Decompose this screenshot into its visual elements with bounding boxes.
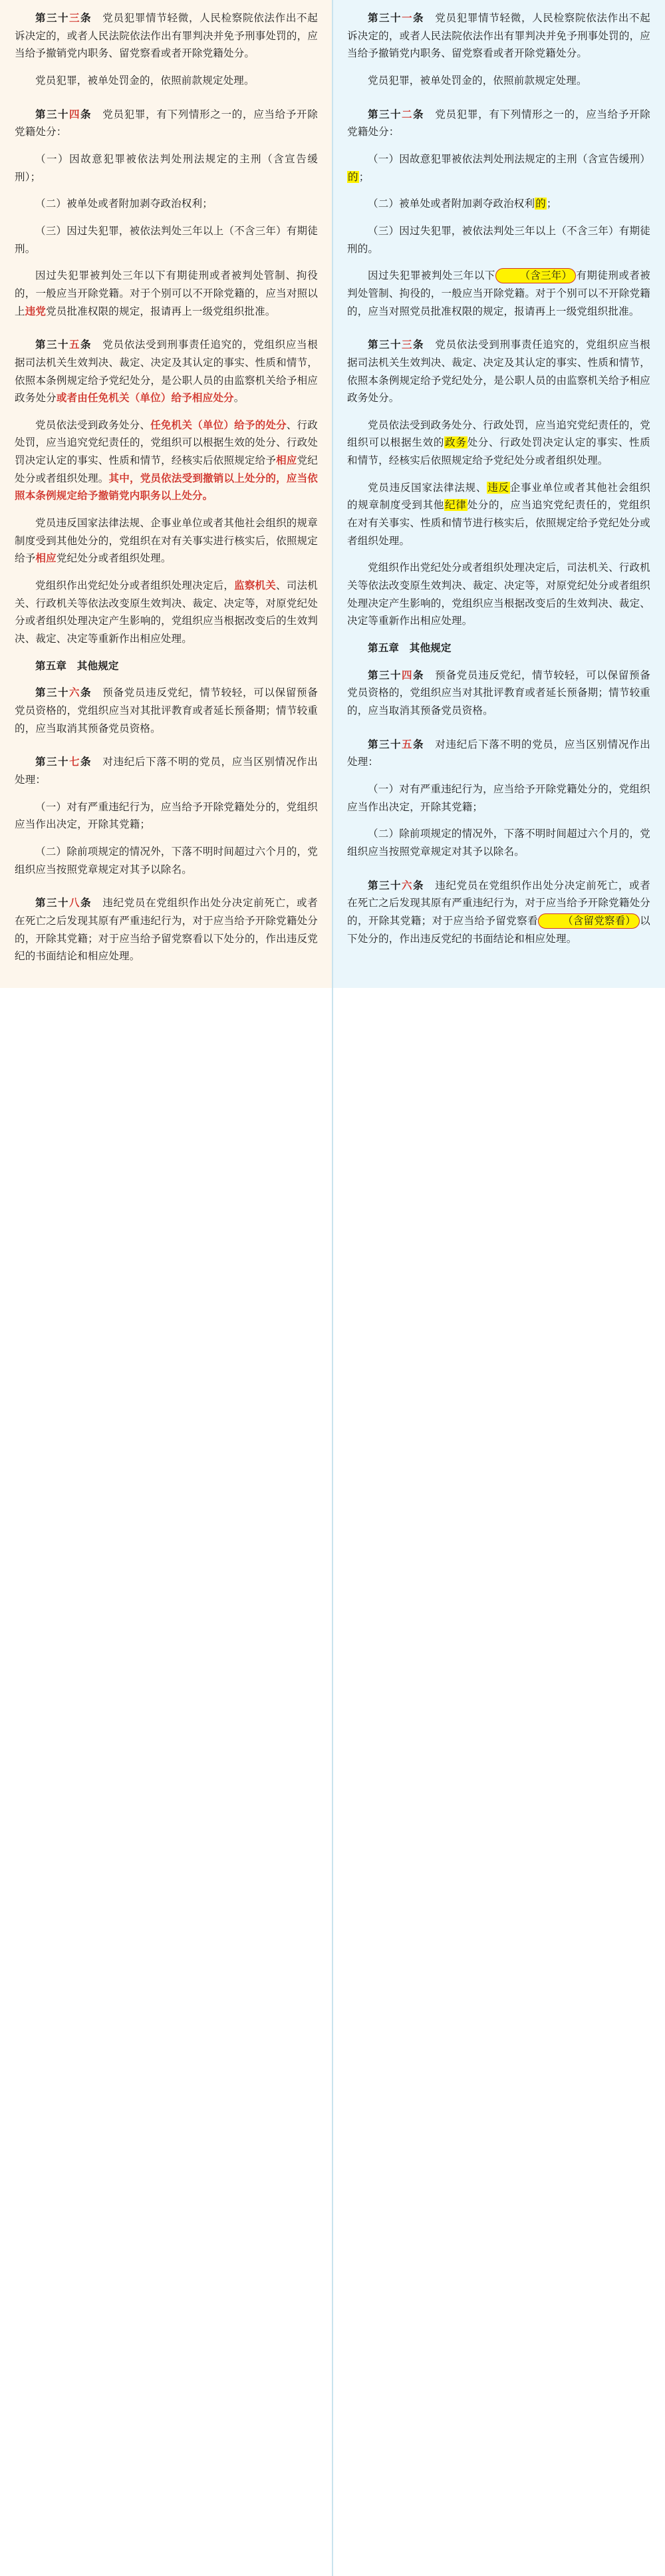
article-paragraph	[347, 72, 650, 90]
article-text: 对违纪后下落不明的党员，应当区别情况作出处理：	[15, 756, 318, 786]
article-paragraph: 第三十六条 违纪党员在党组织作出处分决定前死亡，或者在死亡之后发现其原有严重违纪行为，对于应当给予开除党籍处分的，开除其党籍；对于应当给予留党察看 （含留党察看） 以下处分的，作出违反党纪的书面结论和相应处理。	[347, 879, 650, 945]
paragraph-text: 党员犯罪，被单处罚金的，依照前款规定处理。	[35, 74, 255, 86]
article-number: 第三十六条	[368, 879, 425, 891]
chapter-heading: 第五章 其他规定	[35, 659, 119, 672]
revision-box-yellow: （含三年）	[495, 268, 577, 283]
revision-highlight-red: 监察机关	[234, 579, 277, 592]
article-number: 第三十八条	[35, 897, 92, 909]
article-paragraph	[15, 9, 318, 63]
article-paragraph	[347, 9, 650, 63]
article-text: 党员犯罪情节轻微，人民检察院依法作出不起诉决定的，或者人民法院依法作出有罪判决并免予刑事处罚的，应当给予撤销党内职务、留党察看或者开除党籍处分。	[347, 12, 650, 60]
article-text: 违纪党员在党组织作出处分决定前死亡，或者在死亡之后发现其原有严重违纪行为，对于应当给予开除党籍处分的，开除其党籍；对于应当给予留党察看	[347, 879, 650, 927]
list-item: （二）除前项规定的情况外，下落不明时间超过六个月的，党组织应当按照党章规定对其予以除名。	[347, 828, 650, 858]
revision-box-yellow: （含留党察看）	[538, 913, 640, 929]
revision-highlight-yellow: 政务	[445, 436, 467, 449]
article-text: 党员犯罪情节轻微，人民检察院依法作出不起诉决定的，或者人民法院依法作出有罪判决并免予刑事处罚的，应当给予撤销党内职务、留党察看或者开除党籍处分。	[15, 12, 318, 60]
left-column-before-revision	[0, 0, 332, 988]
paragraph-text: 党员犯罪，被单处罚金的，依照前款规定处理。	[368, 74, 587, 86]
article-number: 第三十六条	[35, 687, 92, 699]
article-paragraph: 党员依法受到政务处分、行政处罚，应当追究党纪责任的，党组织可以根据生效的政务处分、行政处罚决定认定的事实、性质和情节，经核实后依照规定给予党纪处分或者组织处理。	[347, 418, 650, 467]
article-paragraph: 因过失犯罪被判处三年以下 （含三年） 有期徒刑或者被判处管制、拘役的，一般应当开除党籍。对于个别可以不开除党籍的，应当对照党员批准权限的规定，报请再上一级党组织批准。	[347, 269, 650, 317]
article-paragraph: 第三十五条 党员依法受到刑事责任追究的，党组织应当根据司法机关生效判决、裁定、决定及其认定的事实、性质和情节，依照本条例规定给予党纪处分，是公职人员的由监察机关给予相应政务处分或者由任免机关（单位）给予相应处分。	[15, 339, 318, 404]
list-item: （二）被单处或者附加剥夺政治权利；	[35, 198, 213, 210]
revision-highlight-red: 或者由任免机关（单位）给予相应处分	[56, 392, 234, 404]
revision-highlight-yellow: 纪律	[445, 499, 467, 512]
revision-highlight-yellow: 的	[348, 170, 358, 183]
right-column-after-revision	[332, 0, 665, 988]
article-number: 第三十三条	[368, 339, 425, 351]
article-text: 预备党员违反党纪，情节较轻，可以保留预备党员资格的，党组织应当对其批评教育或者延长预备期；情节较重的，应当取消其预备党员资格。	[347, 669, 650, 717]
article-paragraph	[15, 753, 318, 788]
article-number: 第三十四条	[35, 108, 92, 120]
article-number: 第三十二条	[368, 108, 425, 120]
paragraph-spacer	[347, 329, 650, 336]
paragraph-spacer	[347, 729, 650, 736]
article-paragraph	[15, 106, 318, 141]
list-item: （二）被单处或者附加剥夺政治权利的；	[368, 198, 557, 210]
article-paragraph	[347, 106, 650, 141]
article-text: 党员犯罪，有下列情形之一的，应当给予开除党籍处分：	[15, 108, 318, 138]
article-number: 第三十五条	[368, 738, 425, 750]
revision-highlight-yellow: 的	[535, 198, 546, 210]
article-text: 违纪党员在党组织作出处分决定前死亡，或者在死亡之后发现其原有严重违纪行为，对于应当给予开除党籍处分的，开除其党籍；对于应当给予留党察看以下处分的，作出违反党纪的书面结论和相应处理。	[15, 897, 318, 963]
article-paragraph	[15, 684, 318, 737]
article-number: 第三十一条	[368, 12, 425, 24]
column-divider	[332, 0, 333, 2576]
paragraph-spacer	[15, 887, 318, 894]
article-number: 第三十五条	[35, 339, 92, 351]
list-item: （一）对有严重违纪行为，应当给予开除党籍处分的，党组织应当作出决定，开除其党籍；	[15, 800, 318, 831]
paragraph-spacer	[15, 329, 318, 336]
chapter-heading: 第五章 其他规定	[368, 642, 452, 655]
paragraph-spacer	[15, 746, 318, 753]
article-paragraph	[347, 336, 650, 407]
article-paragraph	[347, 736, 650, 771]
article-number: 第三十三条	[35, 12, 92, 24]
article-paragraph: 党组织作出党纪处分或者组织处理决定后，司法机关、行政机关等依法改变原生效判决、裁定、决定等，对原党纪处分或者组织处理决定产生影响的，党组织应当根据改变后的生效判决、裁定、决定等重新作出相应处理。	[347, 562, 650, 627]
paragraph-spacer	[347, 870, 650, 877]
article-text: 党员依法受到刑事责任追究的，党组织应当根据司法机关生效判决、裁定、决定及其认定的事实、性质和情节，依照本条例规定给予党纪处分，是公职人员的由监察机关给予相应政务处分。	[347, 339, 650, 404]
article-paragraph: 党组织作出党纪处分或者组织处理决定后，监察机关、司法机关、行政机关等依法改变原生效判决、裁定、决定等，对原党纪处分或者组织处理决定产生影响的，党组织应当根据改变后的生效判决、裁定、决定等重新作出相应处理。	[15, 579, 318, 645]
revision-highlight-red: 相应	[276, 454, 297, 467]
article-paragraph	[347, 667, 650, 720]
article-number: 第三十七条	[35, 756, 92, 768]
revision-highlight-yellow: 违反	[487, 481, 509, 494]
list-item: （一）因故意犯罪被依法判处刑法规定的主刑（含宣告缓刑）的；	[348, 152, 650, 183]
article-paragraph	[15, 894, 318, 965]
paragraph-spacer	[347, 99, 650, 106]
revision-highlight-red: 任免机关（单位）给予的处分	[150, 418, 287, 431]
revision-highlight-red: 相应	[35, 552, 57, 565]
article-text: 预备党员违反党纪，情节较轻，可以保留预备党员资格的，党组织应当对其批评教育或者延长预备期；情节较重的，应当取消其预备党员资格。	[15, 687, 318, 734]
article-text: 对违纪后下落不明的党员，应当区别情况作出处理：	[347, 738, 650, 768]
article-text: 党员犯罪，有下列情形之一的，应当给予开除党籍处分：	[347, 108, 650, 138]
list-item: （三）因过失犯罪，被依法判处三年以上（不含三年）有期徒刑。	[15, 224, 318, 255]
paragraph-spacer	[15, 99, 318, 106]
list-item: （三）因过失犯罪，被依法判处三年以上（不含三年）有期徒刑的。	[347, 224, 650, 255]
list-item: （一）因故意犯罪被依法判处刑法规定的主刑（含宣告缓刑）；	[15, 152, 318, 183]
article-paragraph: 党员违反国家法律法规、企事业单位或者其他社会组织的规章制度受到其他处分的，党组织在对有关事实进行核实后，依照规定给予相应党纪处分或者组织处理。	[15, 517, 318, 565]
article-paragraph	[15, 72, 318, 90]
list-item: （一）对有严重违纪行为，应当给予开除党籍处分的，党组织应当作出决定，开除其党籍；	[347, 782, 650, 813]
article-paragraph: 党员违反国家法律法规、违反企事业单位或者其他社会组织的规章制度受到其他纪律处分的，应当追究党纪责任的，党组织在对有关事实、性质和情节进行核实后，依照规定给予党纪处分或者组织处理。	[347, 481, 651, 547]
list-item: （二）除前项规定的情况外，下落不明时间超过六个月的，党组织应当按照党章规定对其予以除名。	[15, 845, 318, 876]
article-paragraph: 党员依法受到政务处分、任免机关（单位）给予的处分、行政处罚，应当追究党纪责任的，党组织可以根据生效的处分、行政处罚决定认定的事实、性质和情节，经核实后依照规定给予相应党纪处分或者组织处理。其中，党员依法受到撤销以上处分的，应当依照本条例规定给予撤销党内职务以上处分。	[15, 418, 318, 502]
revision-highlight-red: 违党	[25, 305, 47, 317]
article-number: 第三十四条	[368, 669, 425, 681]
article-text: 党员依法受到刑事责任追究的，党组织应当根据司法机关生效判决、裁定、决定及其认定的事实、性质和情节，依照本条例规定给予党纪处分，是公职人员的由监察机关给予相应政务处分	[15, 339, 318, 404]
article-paragraph: 因过失犯罪被判处三年以下有期徒刑或者被判处管制、拘役的，一般应当开除党籍。对于个别可以不开除党籍的，应当对照以上违党党员批准权限的规定，报请再上一级党组织批准。	[15, 269, 318, 317]
revision-highlight-red: 其中，党员依法受到撤销以上处分的，应当依照本条例规定给予撤销党内职务以上处分。	[15, 472, 318, 502]
